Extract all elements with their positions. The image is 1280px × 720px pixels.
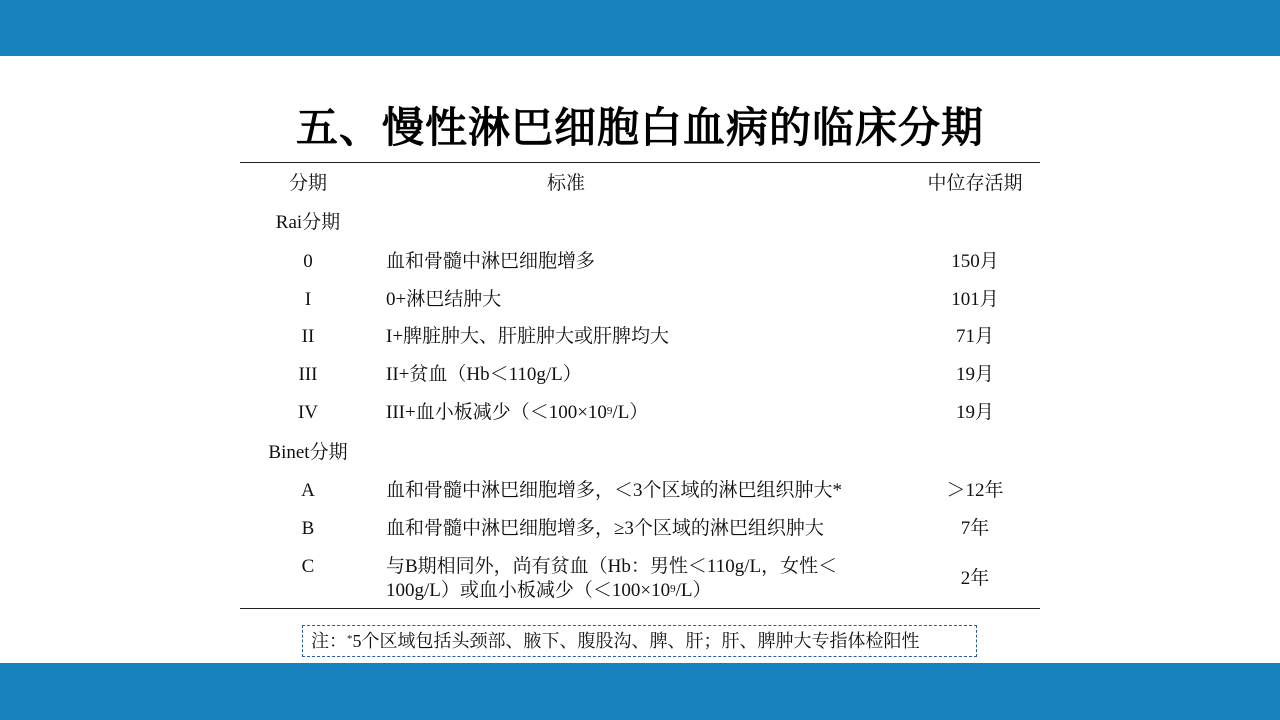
criteria-cell: 血和骨髓中淋巴细胞增多，≥3个区域的淋巴组织肿大 (386, 518, 824, 539)
stage-cell: B (301, 518, 315, 539)
criteria-cell: I+脾脏肿大、肝脏肿大或肝脾均大 (386, 326, 670, 347)
criteria-cell: 血和骨髓中淋巴细胞增多，＜3个区域的淋巴组织肿大* (386, 480, 843, 501)
stage-cell: III (298, 364, 318, 385)
footnote-prefix: 注： (311, 631, 347, 651)
criteria-text: 100g/L）或血小板减少（＜100×10 (386, 580, 671, 601)
top-banner (0, 0, 1280, 56)
criteria-cell (386, 401, 906, 425)
survival-cell: 101月 (951, 289, 999, 310)
footnote-asterisk: * (347, 633, 353, 645)
criteria-cell: II+贫血（Hb＜110g/L） (386, 364, 582, 385)
stage-cell: I (304, 289, 312, 310)
survival-cell: 71月 (955, 326, 994, 347)
survival-cell: 2年 (960, 568, 990, 589)
stage-cell: C (301, 556, 315, 577)
table-row (240, 555, 1040, 605)
header-criteria: 标准 (546, 173, 585, 194)
criteria-cell: 血和骨髓中淋巴细胞增多 (386, 251, 596, 272)
criteria-line-1: 与B期相同外，尚有贫血（Hb：男性＜110g/L，女性＜ (386, 556, 838, 577)
rai-group-label: Rai分期 (275, 212, 341, 233)
header-survival: 中位存活期 (927, 173, 1023, 194)
criteria-text: /L） (675, 580, 712, 601)
criteria-cell: 0+淋巴结肿大 (386, 289, 502, 310)
criteria-text: /L） (612, 402, 649, 423)
table-bottom-rule (240, 608, 1040, 609)
survival-cell: ＞12年 (946, 480, 1004, 501)
exponent: 9 (670, 583, 676, 595)
page-title: 五、慢性淋巴细胞白血病的临床分期 (295, 103, 984, 152)
bottom-banner (0, 663, 1280, 720)
stage-cell: 0 (303, 251, 313, 272)
footnote-box (302, 625, 977, 657)
stage-cell: II (301, 326, 315, 347)
survival-cell: 7年 (960, 518, 990, 539)
survival-cell: 19月 (955, 364, 994, 385)
stage-cell: A (301, 480, 315, 501)
table-top-rule (240, 162, 1040, 163)
survival-cell: 150月 (951, 251, 999, 272)
exponent: 9 (606, 405, 613, 417)
criteria-cell (386, 555, 906, 603)
criteria-text: III+血小板减少（＜100×10 (386, 402, 607, 423)
binet-group-label: Binet分期 (268, 442, 348, 463)
stage-cell: IV (297, 402, 319, 423)
survival-cell: 19月 (955, 402, 994, 423)
footnote-text: 5个区域包括头颈部、腋下、腹股沟、脾、肝；肝、脾肿大专指体检阳性 (352, 631, 920, 651)
header-stage: 分期 (288, 173, 327, 194)
